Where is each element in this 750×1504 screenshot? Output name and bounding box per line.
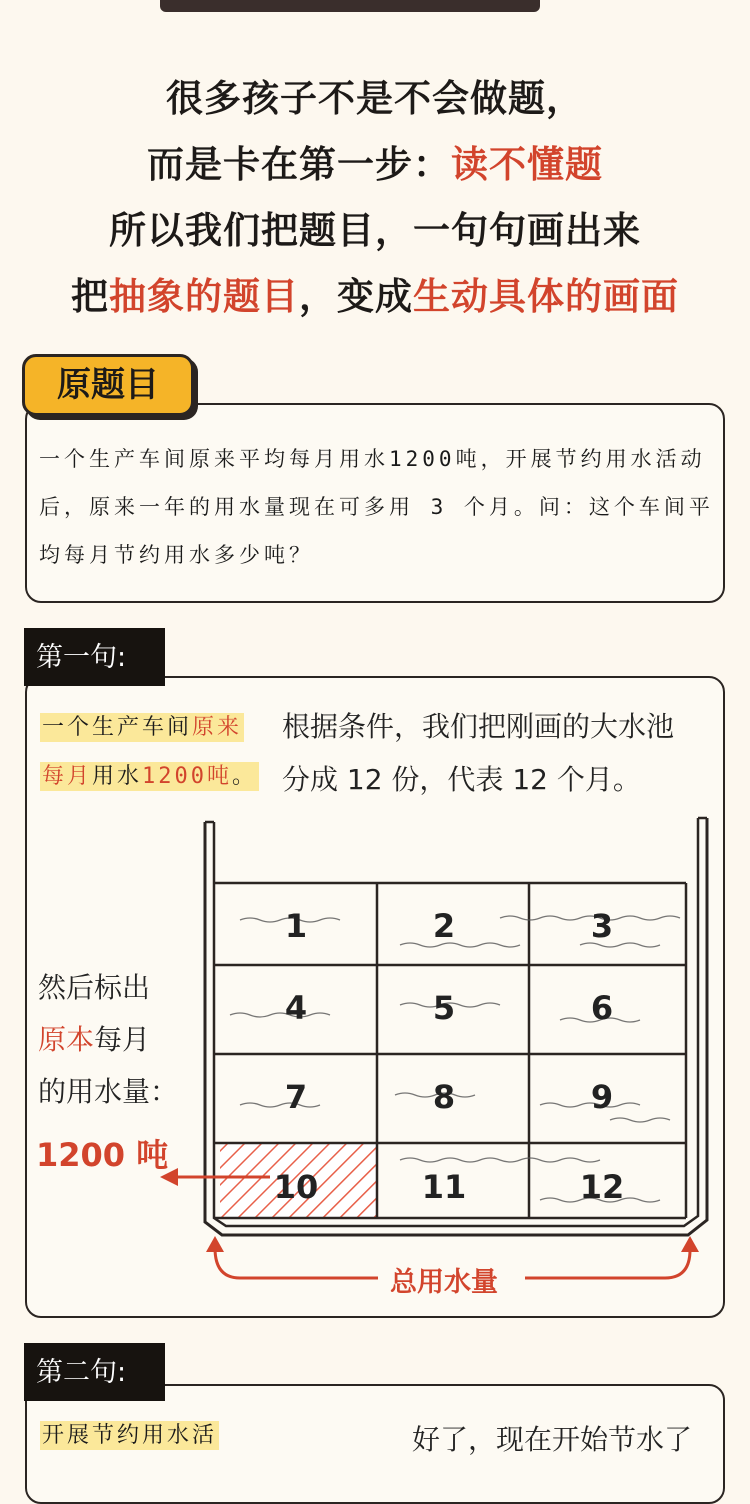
original-question-badge bbox=[22, 354, 194, 416]
step1-highlight-a: 一个生产车间 bbox=[42, 715, 193, 740]
intro-line-4-a: 把 bbox=[71, 275, 109, 318]
pool-cell-number: 8 bbox=[432, 1078, 456, 1116]
intro-line-4 bbox=[0, 264, 750, 330]
intro-line-4-red-2: 生动具体的画面 bbox=[413, 275, 679, 318]
pool-cell-number: 1 bbox=[284, 907, 308, 945]
intro-line-2-prefix: 而是卡在第一步： bbox=[147, 143, 451, 186]
step1-description bbox=[282, 700, 674, 806]
step1-highlight-end: 。 bbox=[232, 764, 258, 789]
intro-line-4-b: ，变成 bbox=[299, 275, 413, 318]
step1-highlight-b-red: 每月 bbox=[42, 764, 93, 789]
step1-tag bbox=[24, 628, 165, 686]
intro-line-2-red: 读不懂题 bbox=[451, 143, 603, 186]
original-question-text: 一个生产车间原来平均每月用水1200吨，开展节约用水活动后，原来一年的用水量现在可多用 3 个月。问：这个车间平均每月节约用水多少吨？ bbox=[39, 447, 714, 567]
water-pool-diagram bbox=[0, 810, 750, 1290]
intro-line-1: 很多孩子不是不会做题， bbox=[166, 77, 584, 120]
step1-tag-label: 第一句: bbox=[36, 642, 127, 673]
side-red: 原本 bbox=[38, 1023, 95, 1056]
step2-tag bbox=[24, 1343, 165, 1401]
pool-cell-number: 3 bbox=[590, 907, 614, 945]
pool-cell-number: 11 bbox=[421, 1168, 467, 1206]
side-value: 1200 吨 bbox=[36, 1136, 169, 1174]
original-question-badge-label: 原题目 bbox=[57, 365, 159, 405]
side-line-3: 的用水量： bbox=[38, 1075, 179, 1108]
side-line-1: 然后标出 bbox=[38, 971, 151, 1004]
intro-line-4-red-1: 抽象的题目 bbox=[109, 275, 299, 318]
intro-text bbox=[0, 66, 750, 330]
top-banner-tab bbox=[160, 0, 540, 12]
pool-cell-number: 12 bbox=[579, 1168, 625, 1206]
pool-cell-number: 2 bbox=[432, 907, 456, 945]
intro-line-3: 所以我们把题目，一句句画出来 bbox=[109, 209, 641, 252]
pool-cell-number: 5 bbox=[432, 989, 456, 1027]
step1-highlight-red: 原来 bbox=[192, 715, 243, 740]
step2-tag-label: 第二句: bbox=[36, 1357, 127, 1388]
pool-cell-number: 6 bbox=[590, 989, 614, 1027]
pool-cell-number: 10 bbox=[273, 1168, 319, 1206]
intro-line-2 bbox=[0, 132, 750, 198]
pool-cell-number: 4 bbox=[284, 989, 308, 1027]
step1-highlight-b: 用水 bbox=[92, 764, 143, 789]
step1-desc-line-1: 根据条件，我们把刚画的大水池 bbox=[282, 710, 675, 743]
original-question-box bbox=[25, 403, 725, 603]
step1-highlight-line-1 bbox=[40, 710, 244, 741]
step2-highlight-text: 开展节约用水活 bbox=[42, 1423, 218, 1448]
step1-highlight-line-2 bbox=[40, 759, 259, 790]
pool-cell-number: 9 bbox=[590, 1078, 614, 1116]
step2-desc-partial: 好了，现在开始节水了 bbox=[412, 1423, 693, 1456]
total-water-label: 总用水量 bbox=[390, 1267, 498, 1298]
step1-highlight-b-red2: 1200吨 bbox=[142, 764, 233, 789]
pool-cell-number: 7 bbox=[284, 1078, 308, 1116]
step1-desc-line-2: 分成 12 份，代表 12 个月。 bbox=[282, 763, 641, 796]
step2-highlight bbox=[40, 1418, 219, 1449]
side-line-2-rest: 每月 bbox=[94, 1023, 151, 1056]
